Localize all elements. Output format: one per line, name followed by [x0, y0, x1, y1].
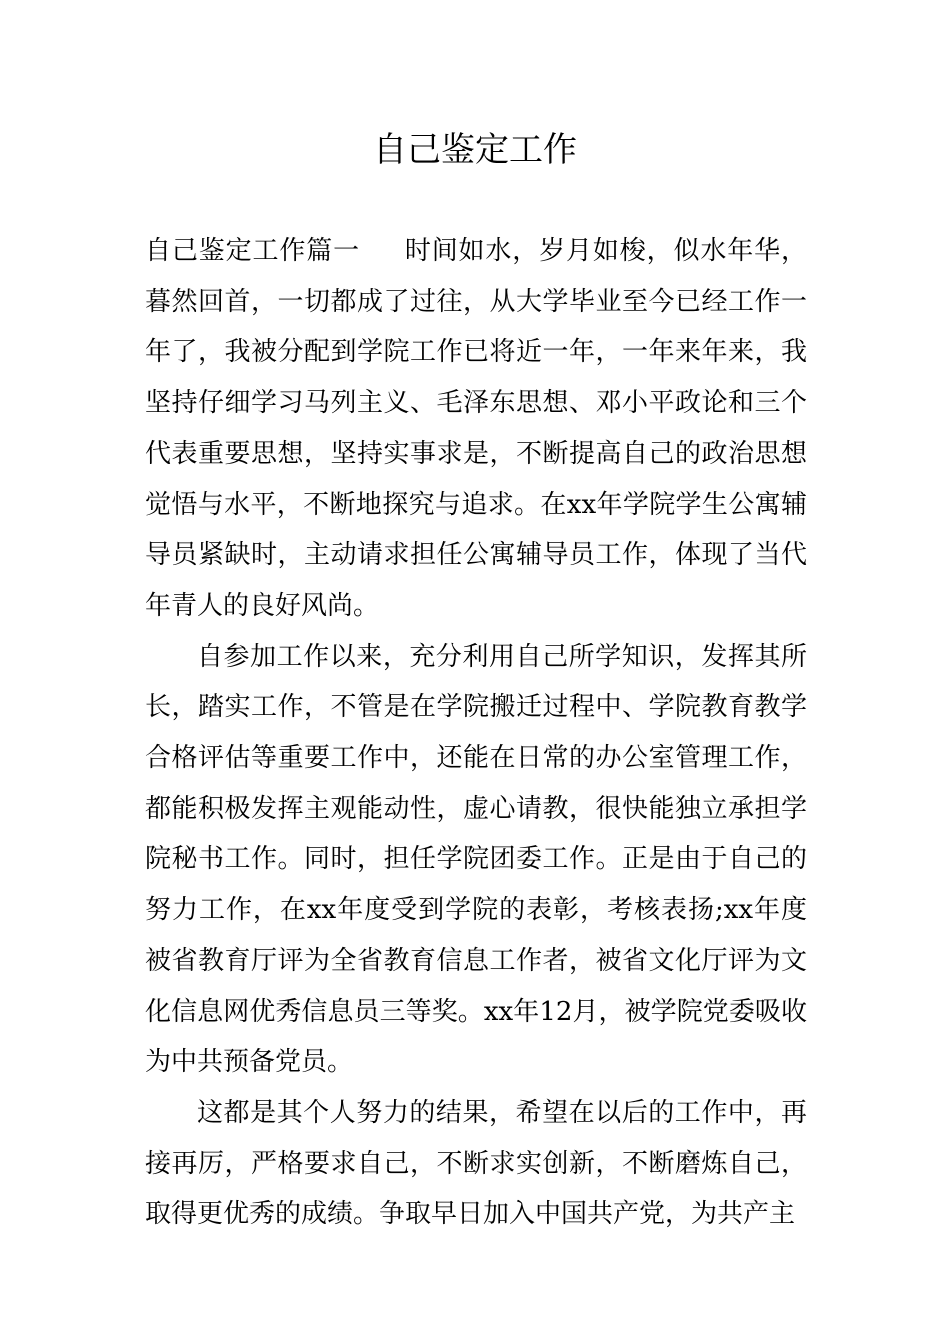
section-heading: 自己鉴定工作篇一	[145, 236, 360, 266]
paragraph-2: 自参加工作以来，充分利用自己所学知识，发挥其所长，踏实工作，不管是在学院搬迁过程中、学院教育教学合格评估等重要工作中，还能在日常的办公室管理工作，都能积极发挥主观能动性，虚心请教，很快能独立承担学院秘书工作。同时，担任学院团委工作。正是由于自己的努力工作，在xx年度受到学院的表彰，考核表扬;xx年度被省教育厅评为全省教育信息工作者，被省文化厅评为文化信息网优秀信息员三等奖。xx年12月，被学院党委吸收为中共预备党员。	[145, 641, 807, 1078]
document-title: 自己鉴定工作	[373, 130, 577, 170]
paragraph-1	[145, 226, 807, 632]
paragraph-3: 这都是其个人努力的结果，希望在以后的工作中，再接再厉，严格要求自己，不断求实创新，不断磨炼自己，取得更优秀的成绩。争取早日加入中国共产党，为共产主	[145, 1097, 807, 1230]
document-body	[145, 226, 807, 1240]
paragraph-1-text: 时间如水，岁月如梭，似水年华，暮然回首，一切都成了过往，从大学毕业至今已经工作一年了，我被分配到学院工作已将近一年，一年来年来，我坚持仔细学习马列主义、毛泽东思想、邓小平政论和三个代表重要思想，坚持实事求是，不断提高自己的政治思想觉悟与水平，不断地探究与追求。在xx年学院学生公寓辅导员紧缺时，主动请求担任公寓辅导员工作，体现了当代年青人的良好风尚。	[145, 236, 807, 621]
